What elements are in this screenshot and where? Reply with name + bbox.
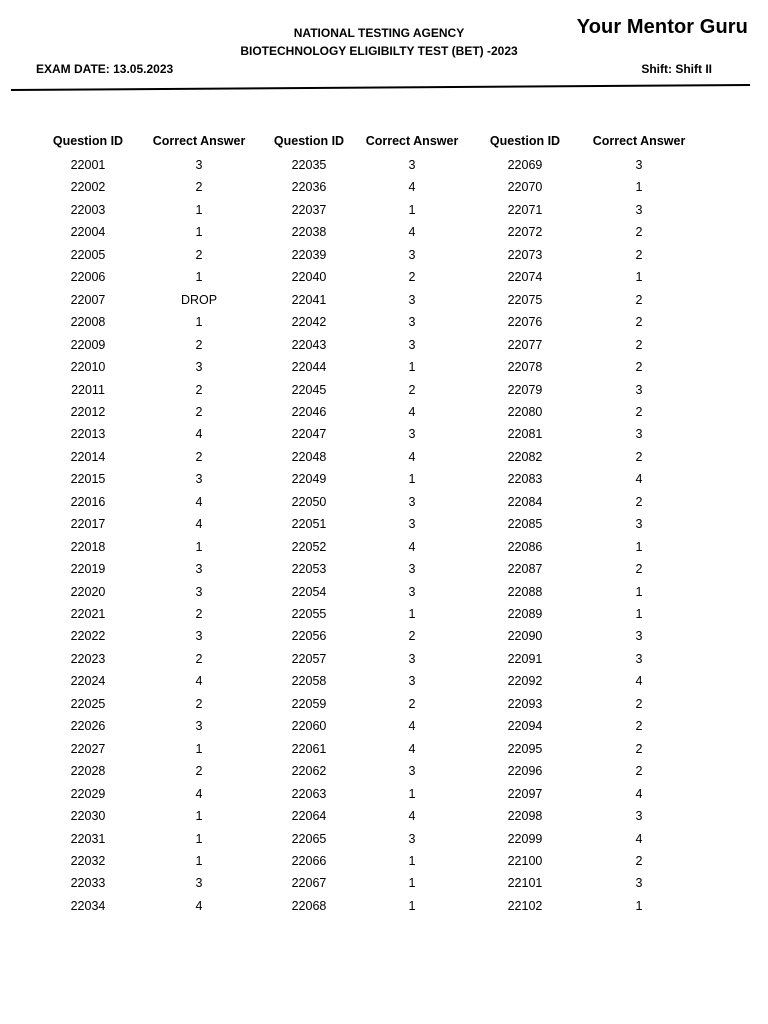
question-id-cell: 22055 xyxy=(291,607,327,621)
correct-answer-cell: 1 xyxy=(635,270,643,285)
question-id-cell: 22039 xyxy=(291,247,327,262)
correct-answer-cell: 3 xyxy=(195,629,203,644)
correct-answer-cell: 3 xyxy=(195,876,203,891)
question-id-cell: 22044 xyxy=(291,360,327,375)
column-header-question-id-3: Question ID xyxy=(489,134,561,148)
correct-answer-cell: 1 xyxy=(195,225,203,240)
correct-answer-cell: 1 xyxy=(195,315,203,330)
question-id-cell: 22029 xyxy=(70,786,106,801)
question-id-cell: 22097 xyxy=(507,786,543,801)
question-id-cell: 22066 xyxy=(291,853,327,868)
question-id-cell: 22065 xyxy=(291,831,327,846)
question-id-cell: 22069 xyxy=(507,158,543,172)
agency-heading: NATIONAL TESTING AGENCY xyxy=(293,26,465,40)
correct-answer-cell: DROP xyxy=(180,292,218,307)
correct-answer-cell: 3 xyxy=(408,764,416,779)
correct-answer-cell: 2 xyxy=(195,382,203,397)
question-id-cell: 22060 xyxy=(291,719,327,734)
correct-answer-cell: 2 xyxy=(408,629,416,644)
correct-answer-cell: 2 xyxy=(195,337,203,352)
question-id-cell: 22059 xyxy=(291,696,327,711)
question-id-cell: 22022 xyxy=(70,629,106,644)
question-id-cell: 22079 xyxy=(507,382,543,397)
question-id-cell: 22051 xyxy=(291,517,327,532)
correct-answer-cell: 1 xyxy=(408,876,416,891)
question-id-cell: 22050 xyxy=(291,494,327,509)
correct-answer-cell: 4 xyxy=(635,472,643,487)
correct-answer-cell: 4 xyxy=(195,494,203,509)
correct-answer-cell: 3 xyxy=(408,651,416,666)
question-id-cell: 22006 xyxy=(70,270,106,285)
correct-answer-cell: 2 xyxy=(635,494,643,509)
question-id-cell: 22021 xyxy=(70,607,106,621)
question-id-cell: 22073 xyxy=(507,247,543,262)
correct-answer-cell: 3 xyxy=(408,831,416,846)
question-id-cell: 22019 xyxy=(70,562,106,577)
correct-answer-cell: 1 xyxy=(635,539,643,554)
question-id-cell: 22062 xyxy=(291,764,327,779)
question-id-cell: 22102 xyxy=(507,898,543,913)
question-id-cell: 22010 xyxy=(70,360,106,375)
correct-answer-cell: 3 xyxy=(635,158,643,172)
question-id-cell: 22095 xyxy=(507,741,543,756)
correct-answer-cell: 3 xyxy=(635,629,643,644)
question-id-cell: 22001 xyxy=(70,158,106,172)
question-id-cell: 22018 xyxy=(70,539,106,554)
question-id-cell: 22008 xyxy=(70,315,106,330)
question-id-cell: 22015 xyxy=(70,472,106,487)
question-id-cell: 22041 xyxy=(291,292,327,307)
correct-answer-cell: 2 xyxy=(635,337,643,352)
correct-answer-cell: 2 xyxy=(635,315,643,330)
correct-answer-cell: 4 xyxy=(635,786,643,801)
exam-date: EXAM DATE: 13.05.2023 xyxy=(36,62,174,76)
correct-answer-cell: 3 xyxy=(195,360,203,375)
question-id-cell: 22034 xyxy=(70,898,106,913)
correct-answer-cell: 4 xyxy=(408,719,416,734)
question-id-cell: 22016 xyxy=(70,494,106,509)
question-id-cell: 22013 xyxy=(70,427,106,442)
column-header-correct-answer-2: Correct Answer xyxy=(365,134,459,148)
correct-answer-cell: 3 xyxy=(408,674,416,689)
question-id-cell: 22005 xyxy=(70,247,106,262)
correct-answer-cell: 4 xyxy=(195,674,203,689)
correct-answer-cell: 4 xyxy=(635,831,643,846)
question-id-cell: 22089 xyxy=(507,607,543,621)
correct-answer-cell: 3 xyxy=(408,562,416,577)
question-id-cell: 22070 xyxy=(507,180,543,195)
question-id-cell: 22054 xyxy=(291,584,327,599)
correct-answer-cell: 3 xyxy=(635,651,643,666)
shift-label: Shift: Shift II xyxy=(641,62,712,76)
question-id-cell: 22042 xyxy=(291,315,327,330)
question-id-cell: 22030 xyxy=(70,809,106,824)
correct-answer-cell: 1 xyxy=(195,853,203,868)
question-id-cell: 22099 xyxy=(507,831,543,846)
correct-answer-cell: 1 xyxy=(195,741,203,756)
question-id-cell: 22028 xyxy=(70,764,106,779)
correct-answer-cell: 1 xyxy=(408,607,416,621)
question-id-cell: 22068 xyxy=(291,898,327,913)
question-id-cell: 22040 xyxy=(291,270,327,285)
correct-answer-cell: 3 xyxy=(408,494,416,509)
correct-answer-cell: 3 xyxy=(408,158,416,172)
correct-answer-cell: 2 xyxy=(635,853,643,868)
correct-answer-cell: 3 xyxy=(635,202,643,217)
question-id-cell: 22064 xyxy=(291,809,327,824)
correct-answer-cell: 4 xyxy=(408,809,416,824)
question-id-cell: 22082 xyxy=(507,449,543,464)
question-id-cell: 22002 xyxy=(70,180,106,195)
correct-answer-cell: 2 xyxy=(195,404,203,419)
column-header-correct-answer-3: Correct Answer xyxy=(592,134,686,148)
question-id-cell: 22020 xyxy=(70,584,106,599)
question-id-cell: 22009 xyxy=(70,337,106,352)
correct-answer-cell: 1 xyxy=(408,202,416,217)
question-id-cell: 22086 xyxy=(507,539,543,554)
correct-answer-cell: 1 xyxy=(195,202,203,217)
question-id-cell: 22052 xyxy=(291,539,327,554)
question-id-cell: 22004 xyxy=(70,225,106,240)
correct-answer-cell: 4 xyxy=(195,786,203,801)
correct-answer-cell: 2 xyxy=(635,562,643,577)
question-id-cell: 22024 xyxy=(70,674,106,689)
correct-answer-cell: 4 xyxy=(408,404,416,419)
correct-answer-cell: 1 xyxy=(635,584,643,599)
question-id-cell: 22063 xyxy=(291,786,327,801)
question-id-cell: 22011 xyxy=(71,382,105,397)
question-id-cell: 22031 xyxy=(70,831,106,846)
question-id-cell: 22090 xyxy=(507,629,543,644)
correct-answer-cell: 4 xyxy=(408,225,416,240)
question-id-cell: 22080 xyxy=(507,404,543,419)
question-id-cell: 22067 xyxy=(291,876,327,891)
question-id-cell: 22072 xyxy=(507,225,543,240)
correct-answer-cell: 3 xyxy=(195,158,203,172)
correct-answer-cell: 4 xyxy=(408,539,416,554)
header-divider xyxy=(0,0,768,100)
question-id-cell: 22058 xyxy=(291,674,327,689)
correct-answer-cell: 3 xyxy=(408,584,416,599)
question-id-cell: 22075 xyxy=(507,292,543,307)
correct-answer-cell: 3 xyxy=(635,517,643,532)
question-id-cell: 22027 xyxy=(70,741,106,756)
correct-answer-cell: 1 xyxy=(408,898,416,913)
question-id-cell: 22023 xyxy=(70,651,106,666)
correct-answer-cell: 1 xyxy=(408,853,416,868)
correct-answer-cell: 4 xyxy=(195,427,203,442)
correct-answer-cell: 3 xyxy=(635,876,643,891)
question-id-cell: 22056 xyxy=(291,629,327,644)
question-id-cell: 22077 xyxy=(507,337,543,352)
correct-answer-cell: 3 xyxy=(635,809,643,824)
question-id-cell: 22049 xyxy=(291,472,327,487)
question-id-cell: 22036 xyxy=(291,180,327,195)
correct-answer-cell: 3 xyxy=(408,247,416,262)
question-id-cell: 22026 xyxy=(70,719,106,734)
column-header-correct-answer-1: Correct Answer xyxy=(152,134,246,148)
correct-answer-cell: 2 xyxy=(195,607,203,621)
correct-answer-cell: 2 xyxy=(635,225,643,240)
correct-answer-cell: 1 xyxy=(408,786,416,801)
question-id-cell: 22091 xyxy=(507,651,543,666)
correct-answer-cell: 3 xyxy=(195,719,203,734)
correct-answer-cell: 1 xyxy=(408,472,416,487)
correct-answer-cell: 1 xyxy=(635,898,643,913)
correct-answer-cell: 2 xyxy=(408,696,416,711)
question-id-cell: 22098 xyxy=(507,809,543,824)
correct-answer-cell: 4 xyxy=(408,180,416,195)
test-title: BIOTECHNOLOGY ELIGIBILTY TEST (BET) -2023 xyxy=(240,44,518,58)
question-id-cell: 22101 xyxy=(507,876,543,891)
question-id-cell: 22094 xyxy=(507,719,543,734)
correct-answer-cell: 3 xyxy=(408,315,416,330)
question-id-cell: 22081 xyxy=(507,427,543,442)
correct-answer-cell: 1 xyxy=(195,539,203,554)
column-header-question-id-1: Question ID xyxy=(52,134,124,148)
correct-answer-cell: 1 xyxy=(635,607,643,621)
correct-answer-cell: 3 xyxy=(195,562,203,577)
correct-answer-cell: 2 xyxy=(635,719,643,734)
correct-answer-cell: 2 xyxy=(195,651,203,666)
correct-answer-cell: 2 xyxy=(195,696,203,711)
correct-answer-cell: 2 xyxy=(635,247,643,262)
question-id-cell: 22087 xyxy=(507,562,543,577)
correct-answer-cell: 2 xyxy=(195,764,203,779)
correct-answer-cell: 2 xyxy=(635,696,643,711)
correct-answer-cell: 4 xyxy=(195,898,203,913)
correct-answer-cell: 2 xyxy=(635,741,643,756)
correct-answer-cell: 2 xyxy=(635,292,643,307)
question-id-cell: 22092 xyxy=(507,674,543,689)
correct-answer-cell: 3 xyxy=(408,427,416,442)
question-id-cell: 22037 xyxy=(291,202,327,217)
question-id-cell: 22032 xyxy=(70,853,106,868)
question-id-cell: 22096 xyxy=(507,764,543,779)
correct-answer-cell: 3 xyxy=(635,427,643,442)
question-id-cell: 22048 xyxy=(291,449,327,464)
question-id-cell: 22014 xyxy=(70,449,106,464)
question-id-cell: 22076 xyxy=(507,315,543,330)
question-id-cell: 22057 xyxy=(291,651,327,666)
question-id-cell: 22074 xyxy=(507,270,543,285)
question-id-cell: 22071 xyxy=(507,202,543,217)
correct-answer-cell: 2 xyxy=(635,360,643,375)
question-id-cell: 22061 xyxy=(291,741,327,756)
correct-answer-cell: 3 xyxy=(635,382,643,397)
correct-answer-cell: 1 xyxy=(195,270,203,285)
correct-answer-cell: 2 xyxy=(195,247,203,262)
correct-answer-cell: 4 xyxy=(635,674,643,689)
question-id-cell: 22046 xyxy=(291,404,327,419)
correct-answer-cell: 4 xyxy=(195,517,203,532)
question-id-cell: 22035 xyxy=(291,158,327,172)
question-id-cell: 22053 xyxy=(291,562,327,577)
question-id-cell: 22043 xyxy=(291,337,327,352)
correct-answer-cell: 2 xyxy=(635,764,643,779)
question-id-cell: 22084 xyxy=(507,494,543,509)
correct-answer-cell: 2 xyxy=(195,449,203,464)
question-id-cell: 22100 xyxy=(507,853,543,868)
correct-answer-cell: 1 xyxy=(408,360,416,375)
question-id-cell: 22003 xyxy=(70,202,106,217)
question-id-cell: 22033 xyxy=(70,876,106,891)
correct-answer-cell: 2 xyxy=(635,404,643,419)
question-id-cell: 22093 xyxy=(507,696,543,711)
question-id-cell: 22083 xyxy=(507,472,543,487)
correct-answer-cell: 1 xyxy=(195,831,203,846)
question-id-cell: 22038 xyxy=(291,225,327,240)
correct-answer-cell: 3 xyxy=(195,472,203,487)
correct-answer-cell: 3 xyxy=(195,584,203,599)
question-id-cell: 22085 xyxy=(507,517,543,532)
correct-answer-cell: 2 xyxy=(195,180,203,195)
correct-answer-cell: 2 xyxy=(408,382,416,397)
question-id-cell: 22047 xyxy=(291,427,327,442)
brand-logo-text: Your Mentor Guru xyxy=(576,16,748,38)
correct-answer-cell: 4 xyxy=(408,741,416,756)
question-id-cell: 22007 xyxy=(70,292,106,307)
correct-answer-cell: 1 xyxy=(195,809,203,824)
correct-answer-cell: 3 xyxy=(408,517,416,532)
column-header-question-id-2: Question ID xyxy=(273,134,345,148)
correct-answer-cell: 1 xyxy=(635,180,643,195)
question-id-cell: 22045 xyxy=(291,382,327,397)
correct-answer-cell: 3 xyxy=(408,337,416,352)
correct-answer-cell: 2 xyxy=(635,449,643,464)
question-id-cell: 22025 xyxy=(70,696,106,711)
question-id-cell: 22088 xyxy=(507,584,543,599)
correct-answer-cell: 4 xyxy=(408,449,416,464)
question-id-cell: 22012 xyxy=(70,404,106,419)
correct-answer-cell: 3 xyxy=(408,292,416,307)
question-id-cell: 22017 xyxy=(70,517,106,532)
question-id-cell: 22078 xyxy=(507,360,543,375)
correct-answer-cell: 2 xyxy=(408,270,416,285)
